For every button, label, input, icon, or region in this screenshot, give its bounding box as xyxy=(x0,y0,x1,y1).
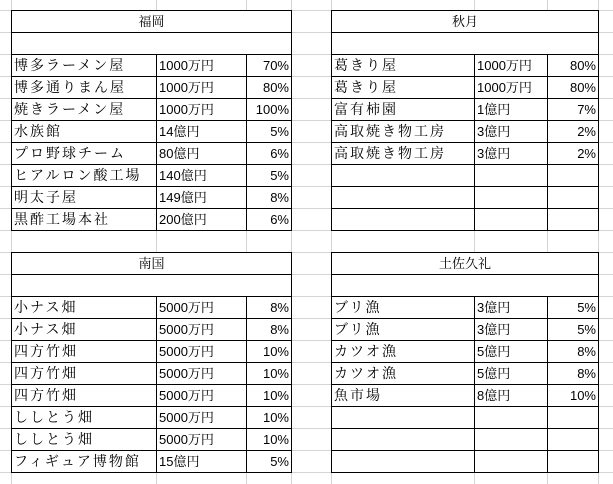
empty-cell[interactable] xyxy=(332,209,475,230)
table-title[interactable]: 福岡 xyxy=(12,11,292,32)
rate-cell[interactable]: 8% xyxy=(247,187,292,208)
empty-cell[interactable] xyxy=(332,407,475,428)
item-name-cell[interactable]: 博多通りまん屋 xyxy=(12,77,157,98)
empty-cell[interactable] xyxy=(332,429,475,450)
empty-cell[interactable] xyxy=(475,165,548,186)
rate-cell[interactable]: 10% xyxy=(247,341,292,362)
table-row xyxy=(332,121,599,143)
item-name-cell[interactable]: 高取焼き物工房 xyxy=(332,121,475,142)
amount-cell[interactable]: 3億円 xyxy=(475,143,548,164)
empty-cell[interactable] xyxy=(12,33,292,54)
item-name-cell[interactable]: カツオ漁 xyxy=(332,363,475,384)
empty-cell[interactable] xyxy=(548,187,599,208)
amount-cell[interactable]: 5000万円 xyxy=(157,297,247,318)
blank-row xyxy=(332,275,599,297)
table-row xyxy=(12,385,292,407)
item-name-cell[interactable]: ししとう畑 xyxy=(12,407,157,428)
empty-cell[interactable] xyxy=(548,429,599,450)
title-row xyxy=(12,11,292,33)
table-row xyxy=(12,55,292,77)
table-row xyxy=(12,297,292,319)
item-name-cell[interactable]: ブリ漁 xyxy=(332,297,475,318)
amount-cell[interactable]: 5000万円 xyxy=(157,341,247,362)
amount-cell[interactable]: 3億円 xyxy=(475,319,548,340)
rate-cell[interactable]: 10% xyxy=(247,385,292,406)
rate-cell[interactable]: 2% xyxy=(548,121,599,142)
amount-cell[interactable]: 5000万円 xyxy=(157,429,247,450)
rate-cell[interactable]: 80% xyxy=(548,55,599,76)
table-row xyxy=(332,143,599,165)
title-row xyxy=(332,253,599,275)
amount-cell[interactable]: 5000万円 xyxy=(157,363,247,384)
item-name-cell[interactable]: 四方竹畑 xyxy=(12,341,157,362)
table-row xyxy=(12,187,292,209)
table-fukuoka xyxy=(11,10,292,231)
item-name-cell[interactable]: 黒酢工場本社 xyxy=(12,209,157,230)
rate-cell[interactable]: 8% xyxy=(247,297,292,318)
table-row xyxy=(12,319,292,341)
item-name-cell[interactable]: プロ野球チーム xyxy=(12,143,157,164)
table-title[interactable]: 南国 xyxy=(12,253,292,274)
amount-cell[interactable]: 8億円 xyxy=(475,385,548,406)
amount-cell[interactable]: 5000万円 xyxy=(157,385,247,406)
table-row xyxy=(12,341,292,363)
rate-cell[interactable]: 10% xyxy=(548,385,599,406)
item-name-cell[interactable]: 富有柿園 xyxy=(332,99,475,120)
empty-cell[interactable] xyxy=(332,165,475,186)
table-row xyxy=(332,77,599,99)
empty-cell[interactable] xyxy=(475,451,548,472)
item-name-cell[interactable]: カツオ漁 xyxy=(332,341,475,362)
table-row xyxy=(12,363,292,385)
table-title[interactable]: 秋月 xyxy=(332,11,599,32)
rate-cell[interactable]: 100% xyxy=(247,99,292,120)
rate-cell[interactable]: 10% xyxy=(247,363,292,384)
table-title[interactable]: 土佐久礼 xyxy=(332,253,599,274)
amount-cell[interactable]: 1000万円 xyxy=(157,99,247,120)
empty-cell[interactable] xyxy=(475,407,548,428)
item-name-cell[interactable]: 小ナス畑 xyxy=(12,319,157,340)
item-name-cell[interactable]: フィギュア博物館 xyxy=(12,451,157,472)
blank-row xyxy=(12,33,292,55)
amount-cell[interactable]: 1000万円 xyxy=(157,77,247,98)
item-name-cell[interactable]: ししとう畑 xyxy=(12,429,157,450)
amount-cell[interactable]: 149億円 xyxy=(157,187,247,208)
rate-cell[interactable]: 80% xyxy=(548,77,599,98)
item-name-cell[interactable]: 四方竹畑 xyxy=(12,385,157,406)
rate-cell[interactable]: 70% xyxy=(247,55,292,76)
table-row xyxy=(332,99,599,121)
empty-row xyxy=(332,165,599,187)
title-row xyxy=(12,253,292,275)
empty-cell[interactable] xyxy=(12,275,292,296)
table-row xyxy=(332,385,599,407)
amount-cell[interactable]: 5000万円 xyxy=(157,319,247,340)
table-row xyxy=(332,55,599,77)
item-name-cell[interactable]: ヒアルロン酸工場 xyxy=(12,165,157,186)
rate-cell[interactable]: 5% xyxy=(247,165,292,186)
item-name-cell[interactable]: 焼きラーメン屋 xyxy=(12,99,157,120)
empty-cell[interactable] xyxy=(475,187,548,208)
table-row xyxy=(332,297,599,319)
title-row xyxy=(332,11,599,33)
blank-row xyxy=(332,33,599,55)
amount-cell[interactable]: 3億円 xyxy=(475,121,548,142)
amount-cell[interactable]: 14億円 xyxy=(157,121,247,142)
amount-cell[interactable]: 3億円 xyxy=(475,297,548,318)
empty-cell[interactable] xyxy=(475,429,548,450)
empty-cell[interactable] xyxy=(332,451,475,472)
table-row xyxy=(12,451,292,473)
table-row xyxy=(12,143,292,165)
item-name-cell[interactable]: 葛きり屋 xyxy=(332,55,475,76)
item-name-cell[interactable]: 明太子屋 xyxy=(12,187,157,208)
table-row xyxy=(12,209,292,231)
empty-cell[interactable] xyxy=(548,165,599,186)
item-name-cell[interactable]: 高取焼き物工房 xyxy=(332,143,475,164)
amount-cell[interactable]: 5000万円 xyxy=(157,407,247,428)
table-row xyxy=(12,121,292,143)
amount-cell[interactable]: 5億円 xyxy=(475,341,548,362)
table-row xyxy=(332,341,599,363)
amount-cell[interactable]: 200億円 xyxy=(157,209,247,230)
amount-cell[interactable]: 140億円 xyxy=(157,165,247,186)
amount-cell[interactable]: 1000万円 xyxy=(157,55,247,76)
table-row xyxy=(12,99,292,121)
empty-row xyxy=(332,451,599,473)
rate-cell[interactable]: 8% xyxy=(247,319,292,340)
rate-cell[interactable]: 5% xyxy=(247,451,292,472)
table-tosa-kure xyxy=(331,252,599,473)
table-row xyxy=(12,407,292,429)
amount-cell[interactable]: 1億円 xyxy=(475,99,548,120)
empty-cell[interactable] xyxy=(548,209,599,230)
rate-cell[interactable]: 7% xyxy=(548,99,599,120)
item-name-cell[interactable]: 水族館 xyxy=(12,121,157,142)
rate-cell[interactable]: 80% xyxy=(247,77,292,98)
table-nangoku xyxy=(11,252,292,473)
amount-cell[interactable]: 1000万円 xyxy=(475,55,548,76)
rate-cell[interactable]: 10% xyxy=(247,407,292,428)
rate-cell[interactable]: 5% xyxy=(247,121,292,142)
rate-cell[interactable]: 2% xyxy=(548,143,599,164)
table-row xyxy=(12,77,292,99)
table-row xyxy=(12,165,292,187)
table-row xyxy=(12,429,292,451)
item-name-cell[interactable]: 魚市場 xyxy=(332,385,475,406)
rate-cell[interactable]: 6% xyxy=(247,143,292,164)
amount-cell[interactable]: 15億円 xyxy=(157,451,247,472)
table-row xyxy=(332,363,599,385)
empty-cell[interactable] xyxy=(332,33,599,54)
empty-cell[interactable] xyxy=(548,407,599,428)
table-akizuki xyxy=(331,10,599,231)
empty-cell[interactable] xyxy=(332,187,475,208)
table-row xyxy=(332,319,599,341)
empty-row xyxy=(332,209,599,231)
empty-row xyxy=(332,407,599,429)
item-name-cell[interactable]: 小ナス畑 xyxy=(12,297,157,318)
rate-cell[interactable]: 5% xyxy=(548,319,599,340)
rate-cell[interactable]: 5% xyxy=(548,297,599,318)
empty-cell[interactable] xyxy=(332,275,599,296)
rate-cell[interactable]: 8% xyxy=(548,363,599,384)
item-name-cell[interactable]: ブリ漁 xyxy=(332,319,475,340)
amount-cell[interactable]: 1000万円 xyxy=(475,77,548,98)
rate-cell[interactable]: 8% xyxy=(548,341,599,362)
item-name-cell[interactable]: 四方竹畑 xyxy=(12,363,157,384)
item-name-cell[interactable]: 博多ラーメン屋 xyxy=(12,55,157,76)
empty-row xyxy=(332,187,599,209)
empty-cell[interactable] xyxy=(475,209,548,230)
empty-cell[interactable] xyxy=(548,451,599,472)
blank-row xyxy=(12,275,292,297)
item-name-cell[interactable]: 葛きり屋 xyxy=(332,77,475,98)
amount-cell[interactable]: 80億円 xyxy=(157,143,247,164)
amount-cell[interactable]: 5億円 xyxy=(475,363,548,384)
rate-cell[interactable]: 6% xyxy=(247,209,292,230)
rate-cell[interactable]: 10% xyxy=(247,429,292,450)
empty-row xyxy=(332,429,599,451)
